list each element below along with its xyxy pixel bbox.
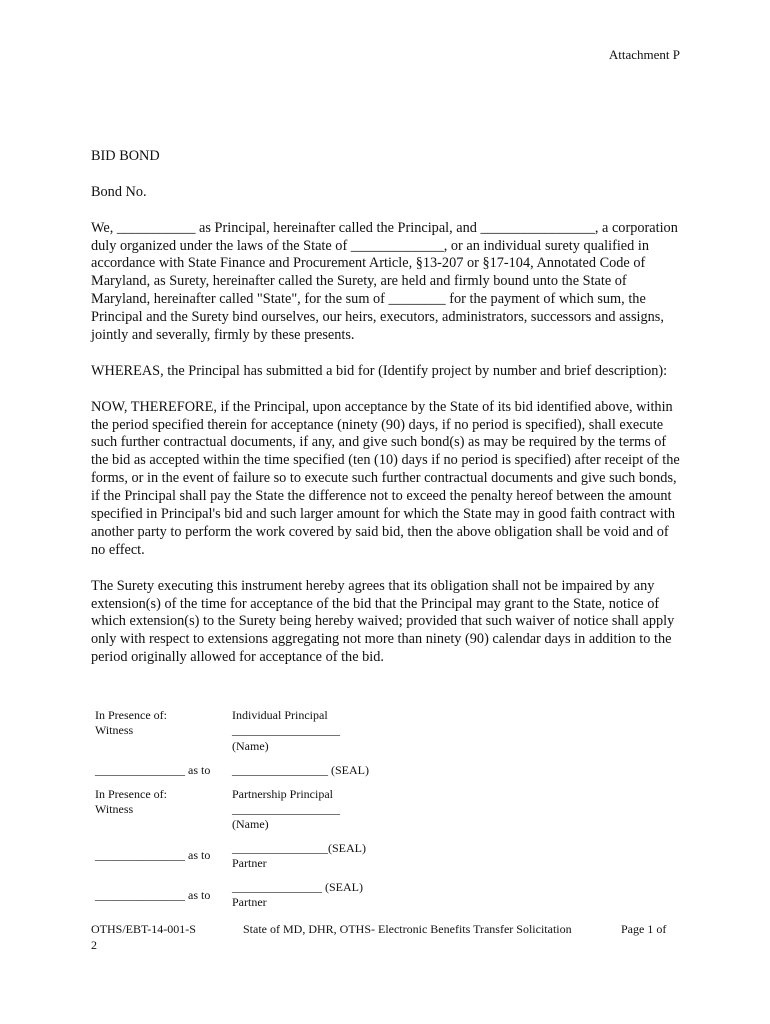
partner-2-label: Partner	[232, 895, 267, 909]
individual-presence-label: In Presence of:	[95, 708, 167, 722]
individual-witness-line: _______________ as to	[95, 763, 211, 777]
footer-page-number: Page 1 of	[621, 922, 667, 936]
footer-document-id	[91, 921, 231, 953]
footer-solicitation-title: State of MD, DHR, OTHS- Electronic Benefits Transfer Solicitation	[243, 922, 572, 936]
individual-seal-line: ________________ (SEAL)	[232, 763, 369, 777]
partnership-name-label: (Name)	[232, 817, 269, 831]
partnership-presence-label: In Presence of:	[95, 787, 167, 801]
partnership-principal-line: __________________	[232, 802, 340, 816]
footer-document-id-line2: 2	[91, 938, 97, 952]
partnership-witness-label: Witness	[95, 802, 134, 816]
individual-name-label: (Name)	[232, 739, 269, 753]
individual-principal-line: __________________	[232, 723, 340, 737]
paragraph-parties: We, ___________ as Principal, hereinafter called the Principal, and ________________, a corporation duly organized under the laws of the State of _____________, or an individual surety qualified in accordance with State Finance and Procurement Article, §13-207 or §17-104, Annotated Code of Maryland, as Surety, hereinafter called the Surety, are held and firmly bound unto the State of Maryland, hereinafter called "State", for the sum of ________ for the payment of which sum, the Principal and the Surety bind ourselves, our heirs, executors, administrators, successors and assigns, jointly and severally, firmly by these presents.	[91, 219, 678, 344]
partner-2-witness-line: _______________ as to	[95, 888, 211, 902]
paragraph-now-therefore: NOW, THEREFORE, if the Principal, upon acceptance by the State of its bid identified above, within the period specified therein for acceptance (ninety (90) days, if no period is specified), shall execute such further contractual documents, if any, and give such bond(s) as may be required by the terms of the bid as accepted within the time specified (ten (10) days if no period is specified) after receipt of the forms, or in the event of failure so to execute such further contractual documents and give such bonds, if the Principal shall pay the State the difference not to exceed the penalty hereof between the amount specified in Principal's bid and such larger amount for which the State may in good faith contract with another party to perform the work covered by said bid, then the above obligation shall be void and of no effect.	[91, 398, 680, 558]
paragraph-whereas: WHEREAS, the Principal has submitted a bid for (Identify project by number and brief description):	[91, 362, 668, 379]
footer-document-id-line1: OTHS/EBT-14-001-S	[91, 922, 196, 936]
paragraph-surety-agreement: The Surety executing this instrument hereby agrees that its obligation shall not be impaired by any extension(s) of the time for acceptance of the bid that the Principal may grant to the State, notice of which extension(s) to the Surety being hereby waived; provided that such waiver of notice shall apply only with respect to extensions aggregating not more than ninety (90) calendar days in addition to the period originally allowed for acceptance of the bid.	[91, 577, 675, 666]
partner-1-witness-line: _______________ as to	[95, 848, 211, 862]
partner-1-seal-line: ________________(SEAL)	[232, 841, 366, 855]
document-title: BID BOND	[91, 148, 160, 164]
partnership-principal-label: Partnership Principal	[232, 787, 333, 801]
partner-2-seal-line: _______________ (SEAL)	[232, 880, 363, 894]
partner-1-label: Partner	[232, 856, 267, 870]
bond-number-label: Bond No.	[91, 183, 147, 200]
document-body	[91, 148, 683, 685]
individual-principal-label: Individual Principal	[232, 708, 328, 722]
individual-witness-label: Witness	[95, 723, 134, 737]
attachment-label: Attachment P	[608, 47, 680, 62]
